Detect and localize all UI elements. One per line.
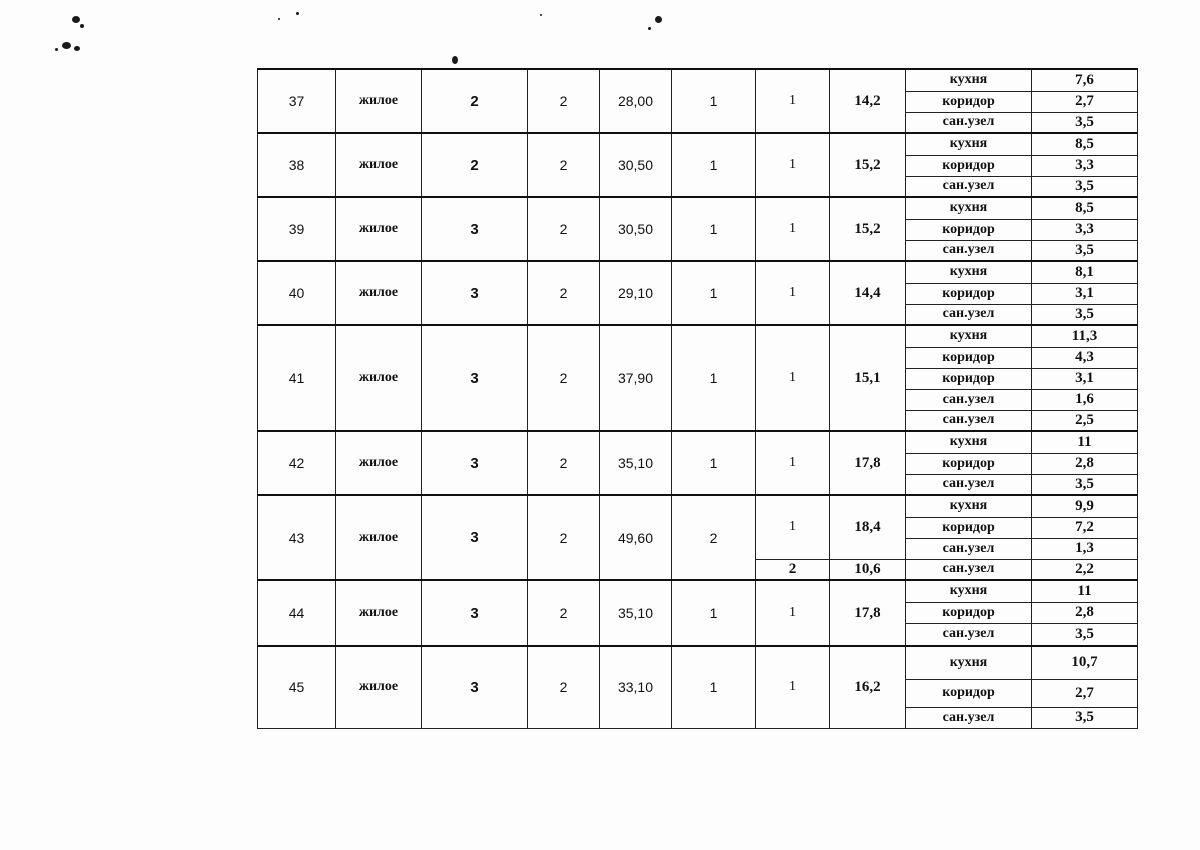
premises-type: жилое [336, 325, 422, 431]
auxiliary-room-name: кухня [906, 197, 1032, 219]
total-area: 35,10 [600, 431, 672, 495]
floor-number: 2 [422, 133, 528, 197]
auxiliary-room-area: 3,5 [1032, 474, 1138, 495]
auxiliary-room-name: кухня [906, 495, 1032, 517]
premises-type: жилое [336, 431, 422, 495]
premises-type: жилое [336, 69, 422, 133]
floor-number: 2 [422, 69, 528, 133]
section-number: 2 [528, 646, 600, 728]
floor-number: 3 [422, 646, 528, 728]
auxiliary-room-area: 9,9 [1032, 495, 1138, 517]
room-count: 1 [672, 580, 756, 646]
living-room-number: 1 [756, 197, 830, 261]
table-row [258, 431, 1138, 453]
auxiliary-room-area: 11,3 [1032, 325, 1138, 347]
living-room-area: 17,8 [830, 431, 906, 495]
living-room-number: 1 [756, 261, 830, 325]
apartment-number: 38 [258, 133, 336, 197]
auxiliary-room-name: сан.узел [906, 623, 1032, 646]
section-number: 2 [528, 580, 600, 646]
apartment-number: 39 [258, 197, 336, 261]
premises-type: жилое [336, 133, 422, 197]
auxiliary-room-name: кухня [906, 646, 1032, 679]
living-room-area: 18,4 [830, 495, 906, 559]
auxiliary-room-area: 1,6 [1032, 389, 1138, 410]
auxiliary-room-area: 3,3 [1032, 155, 1138, 176]
room-count: 1 [672, 197, 756, 261]
room-count: 1 [672, 261, 756, 325]
premises-type: жилое [336, 197, 422, 261]
apartment-number: 42 [258, 431, 336, 495]
auxiliary-room-name: кухня [906, 325, 1032, 347]
living-room-area: 16,2 [830, 646, 906, 728]
auxiliary-room-name: коридор [906, 517, 1032, 538]
auxiliary-room-name: кухня [906, 431, 1032, 453]
scan-speck [74, 46, 80, 51]
scan-speck [540, 14, 542, 16]
living-room-number: 1 [756, 431, 830, 495]
auxiliary-room-name: коридор [906, 368, 1032, 389]
auxiliary-room-name: сан.узел [906, 474, 1032, 495]
apartment-number: 40 [258, 261, 336, 325]
scan-speck [80, 24, 84, 28]
auxiliary-room-area: 1,3 [1032, 538, 1138, 559]
section-number: 2 [528, 431, 600, 495]
living-room-area: 14,2 [830, 69, 906, 133]
section-number: 2 [528, 261, 600, 325]
table-row [258, 197, 1138, 219]
room-count: 1 [672, 133, 756, 197]
auxiliary-room-name: коридор [906, 155, 1032, 176]
auxiliary-room-name: сан.узел [906, 538, 1032, 559]
living-room-area: 10,6 [830, 559, 906, 580]
scan-speck [55, 48, 58, 51]
floor-number: 3 [422, 495, 528, 580]
auxiliary-room-name: коридор [906, 679, 1032, 707]
auxiliary-room-area: 3,5 [1032, 112, 1138, 133]
auxiliary-room-area: 8,5 [1032, 133, 1138, 155]
apartment-table-body [258, 69, 1138, 728]
auxiliary-room-area: 10,7 [1032, 646, 1138, 679]
table-row [258, 325, 1138, 347]
auxiliary-room-area: 3,3 [1032, 219, 1138, 240]
living-room-number: 1 [756, 580, 830, 646]
total-area: 28,00 [600, 69, 672, 133]
floor-number: 3 [422, 325, 528, 431]
auxiliary-room-area: 3,1 [1032, 283, 1138, 304]
premises-type: жилое [336, 646, 422, 728]
auxiliary-room-area: 11 [1032, 431, 1138, 453]
auxiliary-room-area: 11 [1032, 580, 1138, 602]
auxiliary-room-name: сан.узел [906, 410, 1032, 431]
auxiliary-room-area: 7,2 [1032, 517, 1138, 538]
floor-number: 3 [422, 431, 528, 495]
auxiliary-room-name: кухня [906, 133, 1032, 155]
floor-number: 3 [422, 261, 528, 325]
living-room-area: 15,2 [830, 133, 906, 197]
auxiliary-room-area: 2,7 [1032, 679, 1138, 707]
auxiliary-room-name: сан.узел [906, 707, 1032, 728]
auxiliary-room-name: сан.узел [906, 112, 1032, 133]
auxiliary-room-area: 3,5 [1032, 304, 1138, 325]
scan-speck [655, 16, 662, 23]
auxiliary-room-name: коридор [906, 91, 1032, 112]
auxiliary-room-name: коридор [906, 453, 1032, 474]
total-area: 37,90 [600, 325, 672, 431]
premises-type: жилое [336, 261, 422, 325]
table-row [258, 580, 1138, 602]
living-room-number: 1 [756, 495, 830, 559]
section-number: 2 [528, 325, 600, 431]
auxiliary-room-name: сан.узел [906, 176, 1032, 197]
auxiliary-room-area: 2,7 [1032, 91, 1138, 112]
living-room-number: 1 [756, 69, 830, 133]
living-room-number: 1 [756, 325, 830, 431]
apartment-number: 43 [258, 495, 336, 580]
auxiliary-room-area: 3,5 [1032, 176, 1138, 197]
apartment-table [257, 68, 1138, 729]
auxiliary-room-name: коридор [906, 283, 1032, 304]
room-count: 1 [672, 325, 756, 431]
auxiliary-room-area: 8,1 [1032, 261, 1138, 283]
auxiliary-room-area: 3,5 [1032, 707, 1138, 728]
apartment-number: 37 [258, 69, 336, 133]
room-count: 1 [672, 431, 756, 495]
auxiliary-room-area: 2,5 [1032, 410, 1138, 431]
total-area: 30,50 [600, 133, 672, 197]
table-row [258, 69, 1138, 91]
living-room-number: 1 [756, 133, 830, 197]
auxiliary-room-name: кухня [906, 261, 1032, 283]
living-room-number: 1 [756, 646, 830, 728]
total-area: 49,60 [600, 495, 672, 580]
section-number: 2 [528, 197, 600, 261]
total-area: 33,10 [600, 646, 672, 728]
auxiliary-room-name: сан.узел [906, 559, 1032, 580]
scan-speck [72, 16, 80, 23]
apartment-number: 45 [258, 646, 336, 728]
section-number: 2 [528, 133, 600, 197]
auxiliary-room-area: 3,1 [1032, 368, 1138, 389]
auxiliary-room-name: сан.узел [906, 389, 1032, 410]
auxiliary-room-name: коридор [906, 219, 1032, 240]
section-number: 2 [528, 495, 600, 580]
scan-speck [62, 42, 71, 49]
total-area: 29,10 [600, 261, 672, 325]
auxiliary-room-area: 4,3 [1032, 347, 1138, 368]
auxiliary-room-area: 3,5 [1032, 240, 1138, 261]
room-count: 2 [672, 495, 756, 580]
auxiliary-room-area: 2,8 [1032, 453, 1138, 474]
scan-speck [296, 12, 299, 15]
living-room-area: 17,8 [830, 580, 906, 646]
auxiliary-room-name: коридор [906, 602, 1032, 623]
auxiliary-room-name: кухня [906, 580, 1032, 602]
auxiliary-room-area: 2,2 [1032, 559, 1138, 580]
auxiliary-room-name: кухня [906, 69, 1032, 91]
table-row [258, 261, 1138, 283]
room-count: 1 [672, 69, 756, 133]
premises-type: жилое [336, 495, 422, 580]
total-area: 30,50 [600, 197, 672, 261]
auxiliary-room-name: сан.узел [906, 240, 1032, 261]
auxiliary-room-area: 7,6 [1032, 69, 1138, 91]
auxiliary-room-name: сан.узел [906, 304, 1032, 325]
living-room-area: 15,2 [830, 197, 906, 261]
room-count: 1 [672, 646, 756, 728]
table-row [258, 646, 1138, 679]
scan-speck [452, 56, 458, 64]
floor-number: 3 [422, 197, 528, 261]
auxiliary-room-name: коридор [906, 347, 1032, 368]
auxiliary-room-area: 3,5 [1032, 623, 1138, 646]
living-room-number: 2 [756, 559, 830, 580]
living-room-area: 15,1 [830, 325, 906, 431]
living-room-area: 14,4 [830, 261, 906, 325]
section-number: 2 [528, 69, 600, 133]
scan-speck [648, 27, 651, 30]
table-row [258, 133, 1138, 155]
total-area: 35,10 [600, 580, 672, 646]
apartment-number: 41 [258, 325, 336, 431]
scan-speck [278, 18, 280, 20]
auxiliary-room-area: 2,8 [1032, 602, 1138, 623]
table-row [258, 495, 1138, 517]
floor-number: 3 [422, 580, 528, 646]
auxiliary-room-area: 8,5 [1032, 197, 1138, 219]
apartment-number: 44 [258, 580, 336, 646]
premises-type: жилое [336, 580, 422, 646]
